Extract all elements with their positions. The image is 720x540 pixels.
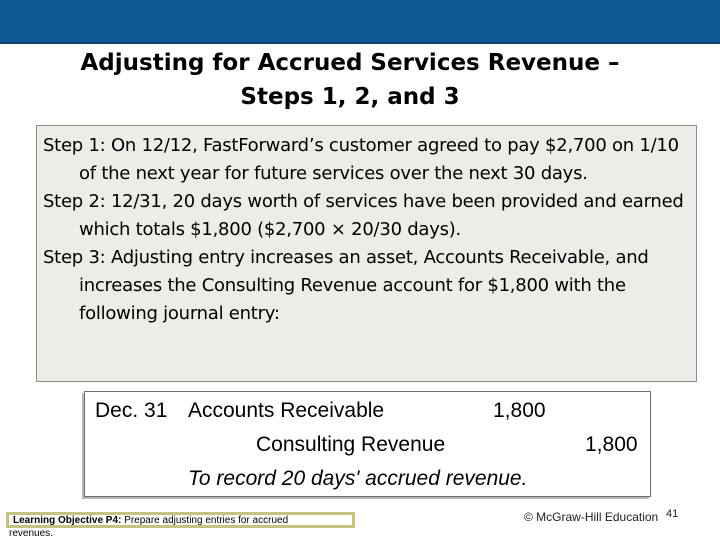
copyright-notice: © McGraw-Hill Education	[524, 510, 659, 524]
learning-objective-label: Learning Objective P4:	[13, 515, 122, 526]
step-2-text: Step 2: 12/31, 20 days worth of services have been provided and earned which totals $1,800 ($2,700 × 20/30 days).	[43, 191, 684, 240]
header-bar	[0, 0, 720, 44]
step-3-text: Step 3: Adjusting entry increases an asset, Accounts Receivable, and increases the Consulting Revenue account for $1,800 with the following journal entry:	[43, 247, 649, 324]
step-1-text: Step 1: On 12/12, FastForward’s customer agreed to pay $2,700 on 1/10 of the next year for future services over the next 30 days.	[43, 135, 679, 184]
learning-objective-text: Prepare adjusting entries for accrued	[124, 515, 289, 526]
page-number: 41	[666, 508, 679, 520]
slide-title-line-1: Adjusting for Accrued Services Revenue –	[80, 50, 620, 76]
steps-box	[36, 125, 697, 382]
journal-entry-box	[84, 391, 651, 497]
debit-account: Accounts Receivable	[188, 399, 385, 422]
journal-date: Dec. 31	[95, 399, 168, 422]
slide-title	[40, 46, 660, 114]
slide-title-line-2: Steps 1, 2, and 3	[240, 84, 460, 110]
learning-objective-text-wrap: revenues.	[9, 528, 53, 539]
credit-account: Consulting Revenue	[256, 433, 446, 456]
credit-amount: 1,800	[585, 433, 638, 456]
journal-memo: To record 20 days' accrued revenue.	[188, 467, 528, 490]
learning-objective-box	[6, 512, 355, 539]
debit-amount: 1,800	[493, 399, 546, 422]
